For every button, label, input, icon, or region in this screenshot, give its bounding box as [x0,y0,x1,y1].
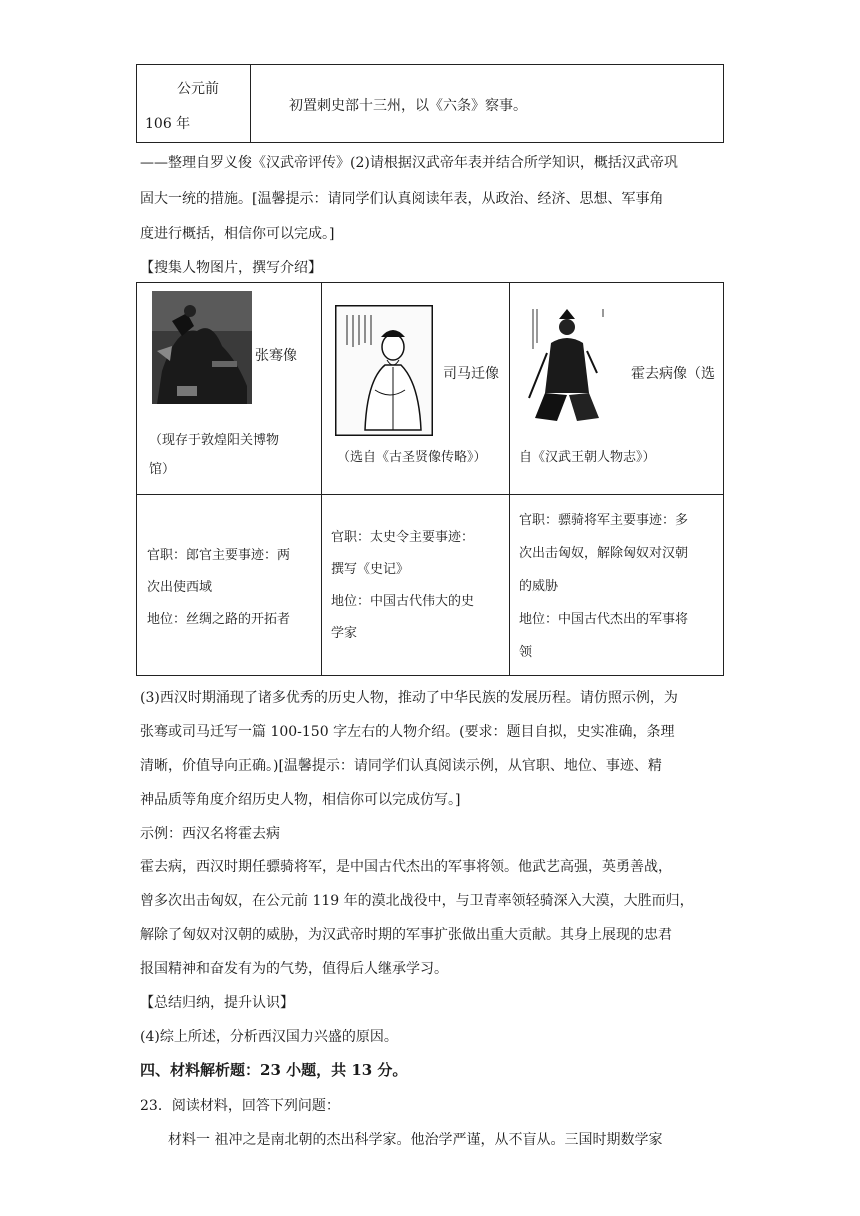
year-line-2: 106 年 [145,116,191,132]
example-title: 示例：西汉名将霍去病 [140,826,280,842]
q2-line-1: ——整理自罗义俊《汉武帝评传》(2)请根据汉武帝年表并结合所学知识，概括汉武帝巩 [140,155,678,171]
mural-figure-image [152,291,252,404]
sima-qian-info-3: 地位：中国古代伟大的史 [331,594,475,609]
q3-line-4: 神品质等角度介绍历史人物，相信你可以完成仿写。] [140,792,461,808]
section-4-title: 四、材料解析题：23 小题，共 13 分。 [140,1061,408,1079]
table-divider [321,283,322,675]
table-divider [509,283,510,675]
zhang-qian-caption-source-1: （现存于敦煌阳关博物 [149,433,280,448]
huo-qubing-info-3: 的威胁 [519,579,559,594]
zhang-qian-info-1: 官职：郎官主要事迹：两 [147,548,291,563]
year-line-1: 公元前 [177,81,219,97]
huo-qubing-caption-source: 自《汉武王朝人物志》） [519,450,656,465]
sima-qian-info-2: 撰写《史记》 [331,562,410,577]
table-divider [137,494,723,495]
q3-line-2: 张骞或司马迁写一篇 100-150 字左右的人物介绍。(要求：题目自拟，史实准确，条理 [140,724,675,740]
example-line-4: 报国精神和奋发有为的气势，值得后人继承学习。 [140,961,448,977]
summary-heading: 【总结归纳，提升认识】 [140,995,294,1011]
huo-qubing-info-5: 领 [519,645,533,660]
zhang-qian-info-3: 地位：丝绸之路的开拓者 [147,612,291,627]
q2-line-3: 度进行概括，相信你可以完成。] [140,226,335,242]
people-table [136,282,724,676]
sima-qian-caption-source: （选自《古圣贤像传略》） [337,450,487,465]
zhang-qian-info-2: 次出使西域 [147,580,213,595]
huo-qubing-info-4: 地位：中国古代杰出的军事将 [519,612,689,627]
example-line-1: 霍去病，西汉时期任骠骑将军，是中国古代杰出的军事将领。他武艺高强，英勇善战， [140,859,672,875]
material-1-text: 材料一 祖冲之是南北朝的杰出科学家。他治学严谨，从不盲从。三国时期数学家 [168,1132,663,1148]
q3-line-3: 清晰，价值导向正确。)[温馨提示：请同学们认真阅读示例，从官职、地位、事迹、精 [140,758,662,774]
sima-qian-info-4: 学家 [331,626,358,641]
huo-qubing-info-2: 次出击匈奴，解除匈奴对汉朝 [519,546,689,561]
huo-qubing-info-1: 官职：骠骑将军主要事迹：多 [519,513,689,528]
q2-line-2: 固大一统的措施。[温馨提示：请同学们认真阅读年表，从政治、经济、思想、军事角 [140,191,664,207]
q4-question: (4)综上所述，分析西汉国力兴盛的原因。 [140,1029,398,1045]
q3-line-1: (3)西汉时期涌现了诸多优秀的历史人物，推动了中华民族的发展历程。请仿照示例，为 [140,690,678,706]
example-line-3: 解除了匈奴对汉朝的威胁，为汉武帝时期的军事扩张做出重大贡献。其身上展现的忠君 [140,927,672,943]
zhang-qian-image [152,291,252,404]
general-portrait-image [517,303,609,425]
event-cell: 初置刺史部十三州，以《六条》察事。 [289,98,527,114]
sima-qian-image [335,305,433,436]
section-people-heading: 【搜集人物图片，撰写介绍】 [140,260,322,276]
chronology-table-row [136,64,724,143]
huo-qubing-image [517,303,609,425]
q23-prompt: 23．阅读材料，回答下列问题： [140,1098,340,1114]
sima-qian-caption-name: 司马迁像 [443,366,499,382]
example-line-2: 曾多次出击匈奴，在公元前 119 年的漠北战役中，与卫青率领轻骑深入大漠，大胜而归， [140,893,694,909]
zhang-qian-caption-name: 张骞像 [255,348,297,364]
year-cell [137,65,251,142]
zhang-qian-caption-source-2: 馆） [149,462,176,477]
sima-qian-info-1: 官职：太史令主要事迹： [331,530,475,545]
huo-qubing-caption-name: 霍去病像（选 [631,366,715,382]
scholar-portrait-image [335,305,433,436]
